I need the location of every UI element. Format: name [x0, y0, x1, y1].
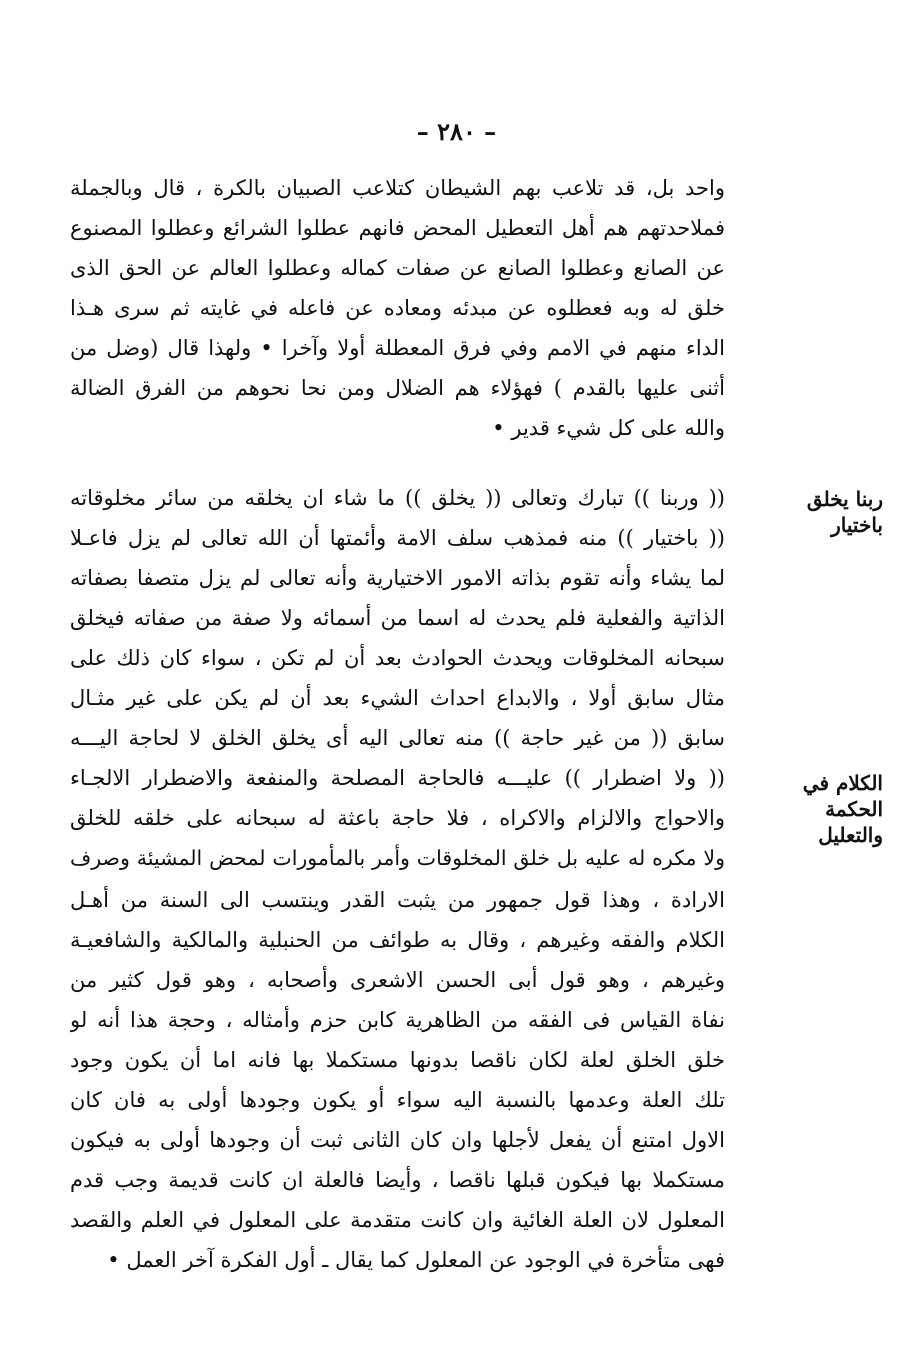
- paragraph: [70, 168, 725, 448]
- text-line: خلق الخلق لعلة لكان ناقصا بدونها مستكملا بها فانه اما أن يكون وجود: [70, 1048, 725, 1072]
- text-line: سبحانه المخلوقات ويحدث الحوادث بعد أن لم تكن ، سواء كان ذلك على: [70, 646, 725, 670]
- text-line: تلك العلة وعدمها بالنسبة اليه سواء أو يكون وجودها أولى به فان كان: [70, 1088, 725, 1112]
- paragraph: [70, 880, 725, 1280]
- text-line: أثنى عليها بالقدم ) فهؤلاء هم الضلال ومن نحا نحوهم من الفرق الضالة: [70, 376, 725, 400]
- text-line: (( باختيار )) منه فمذهب سلف الامة وأئمتها أن الله تعالى لم يزل فاعـلا: [70, 526, 725, 550]
- text-line: خلق له وبه فعطلوه عن مبدئه ومعاده عن فاعله في غايته ثم سرى هـذا: [70, 296, 725, 320]
- text-line: الداء منهم في الامم وفي فرق المعطلة أولا وآخرا • ولهذا قال (وضل من: [70, 336, 725, 360]
- side-heading-line: باختيار: [831, 513, 883, 537]
- text-line: واحد بل، قد تلاعب بهم الشيطان كتلاعب الصبيان بالكرة ، قال وبالجملة: [70, 176, 725, 200]
- text-line: المعلول لان العلة الغائية وان كانت متقدمة على المعلول في العلم والقصد: [70, 1208, 725, 1232]
- text-line: (( ولا اضطرار )) عليـــه فالحاجة المصلحة والمنفعة والاضطرار الالجـاء: [70, 766, 725, 790]
- side-heading-line: الكلام في الحكمة: [802, 771, 883, 821]
- text-line: سابق (( من غير حاجة )) منه تعالى اليه أى يخلق الخلق لا لحاجة اليـــه: [70, 726, 725, 750]
- text-line: والاحواج والالزام والاكراه ، فلا حاجة باعثة له سبحانه على خلقه للخلق: [70, 806, 725, 830]
- text-line: لما يشاء وأنه تقوم بذاته الامور الاختيارية وأنه تعالى لم يزل متصفا بصفاته: [70, 566, 725, 590]
- text-line: ولا مكره له عليه بل خلق المخلوقات وأمر بالمأمورات لمحض المشيئة وصرف: [70, 846, 725, 870]
- text-line: الكلام والفقه وغيرهم ، وقال به طوائف من الحنبلية والمالكية والشافعيـة: [70, 928, 725, 952]
- text-line: مثال سابق أولا ، والابداع احداث الشيء بعد أن لم يكن على غير مثـال: [70, 686, 725, 710]
- text-line: عن الصانع وعطلوا الصانع عن صفات كماله وعطلوا العالم عن الحق الذى: [70, 256, 725, 280]
- text-line: فملاحدتهم هم أهل التعطيل المحض فانهم عطلوا الشرائع وعطلوا المصنوع: [70, 216, 725, 240]
- side-heading-wisdom-and-causation: [748, 770, 883, 848]
- side-heading-creation-by-choice: [748, 486, 883, 538]
- text-line: الذاتية والفعلية فلم يحدث له اسما من أسمائه ولا صفة من صفاته فيخلق: [70, 606, 725, 630]
- text-line: نفاة القياس فى الفقه من الظاهرية كابن حزم وأمثاله ، وحجة هذا أنه لو: [70, 1008, 725, 1032]
- text-line: والله على كل شيء قدير •: [492, 416, 725, 440]
- text-line: الارادة ، وهذا قول جمهور من يثبت القدر وينتسب الى السنة من أهـل: [70, 888, 725, 912]
- side-heading-line: والتعليل: [818, 823, 883, 847]
- paragraph: [70, 478, 725, 878]
- text-line: (( وربنا )) تبارك وتعالى (( يخلق )) ما شاء ان يخلقه من سائر مخلوقاته: [70, 486, 725, 510]
- text-line: الاول امتنع أن يفعل لأجلها وان كان الثانى ثبت أن وجودها أولى به فيكون: [70, 1128, 725, 1152]
- side-heading-line: ربنا يخلق: [806, 487, 883, 511]
- text-line: مستكملا بها فيكون قبلها ناقصا ، وأيضا فالعلة ان كانت قديمة وجب قدم: [70, 1168, 725, 1192]
- page-number: – ٢٨٠ –: [416, 117, 497, 146]
- text-line: فهى متأخرة في الوجود عن المعلول كما يقال ـ أول الفكرة آخر العمل •: [107, 1248, 725, 1272]
- text-line: وغيرهم ، وهو قول أبى الحسن الاشعرى وأصحابه ، وهو قول كثير من: [70, 968, 725, 992]
